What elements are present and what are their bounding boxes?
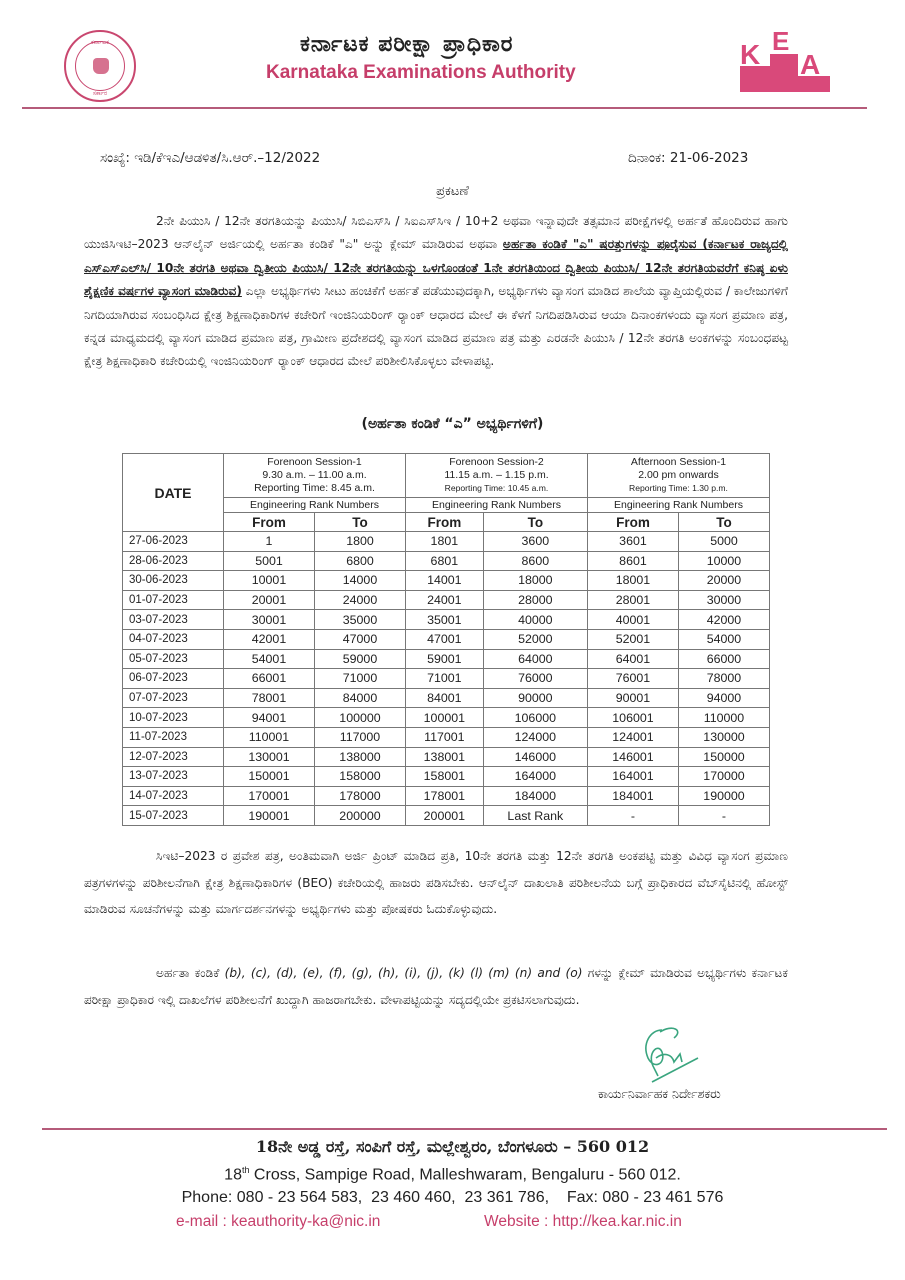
rank-from-cell: 138001 <box>405 747 483 767</box>
rank-to-cell: 10000 <box>678 551 769 571</box>
rank-to-cell: 100000 <box>314 708 405 728</box>
schedule-table <box>122 453 770 826</box>
session-reporting-time: Reporting Time: 1.30 p.m. <box>629 483 728 493</box>
rank-to-cell: 28000 <box>483 590 587 610</box>
date-column-header: DATE <box>123 454 224 532</box>
rank-to-cell: 3600 <box>483 532 587 552</box>
date-cell: 12-07-2023 <box>123 747 224 767</box>
rank-from-cell: 1801 <box>405 532 483 552</box>
kea-letter-e: E <box>772 26 790 56</box>
rank-from-cell: 66001 <box>224 669 315 689</box>
rank-to-cell: 52000 <box>483 629 587 649</box>
rank-from-cell: 117001 <box>405 727 483 747</box>
rank-from-cell: 35001 <box>405 610 483 630</box>
table-subheading: (ಅರ್ಹತಾ ಕಂಡಿಕೆ “ಎ” ಅಭ್ಯರ್ಥಿಗಳಿಗೆ) <box>361 416 544 432</box>
rank-from-cell: 190001 <box>224 806 315 826</box>
rank-from-cell: 8601 <box>587 551 678 571</box>
date-cell: 10-07-2023 <box>123 708 224 728</box>
rank-from-cell: 100001 <box>405 708 483 728</box>
para3-text-a: ಅರ್ಹತಾ ಕಂಡಿಕೆ <box>156 966 225 980</box>
rank-to-cell: 124000 <box>483 727 587 747</box>
rank-to-cell: 24000 <box>314 590 405 610</box>
rank-from-cell: 90001 <box>587 688 678 708</box>
header-divider <box>22 107 867 109</box>
footer-website-link[interactable]: Website : http://kea.kar.nic.in <box>484 1213 682 1230</box>
rank-numbers-header: Engineering Rank Numbers <box>224 498 406 513</box>
rank-from-cell: 150001 <box>224 767 315 787</box>
session-time: 9.30 a.m. – 11.00 a.m. <box>262 469 367 481</box>
session-name: Forenoon Session-2 <box>449 456 544 468</box>
rank-from-cell: 3601 <box>587 532 678 552</box>
rank-from-cell: 71001 <box>405 669 483 689</box>
paragraph-other-clauses <box>84 960 788 1014</box>
kea-logo <box>740 26 830 92</box>
rank-from-cell: 124001 <box>587 727 678 747</box>
seal-text-top: ಕರ್ನಾಟಕ <box>91 39 109 46</box>
rank-from-cell: 40001 <box>587 610 678 630</box>
table-row <box>123 688 770 708</box>
rank-from-cell: 94001 <box>224 708 315 728</box>
rank-to-cell: 170000 <box>678 767 769 787</box>
rank-to-cell: 90000 <box>483 688 587 708</box>
rank-numbers-header: Engineering Rank Numbers <box>587 498 769 513</box>
table-row <box>123 747 770 767</box>
rank-from-cell: 158001 <box>405 767 483 787</box>
rank-from-cell: 20001 <box>224 590 315 610</box>
notice-date: ದಿನಾಂಕ: 21-06-2023 <box>628 150 749 166</box>
date-cell: 11-07-2023 <box>123 727 224 747</box>
title-kannada: ಕರ್ನಾಟಕ ಪರೀಕ್ಷಾ ಪ್ರಾಧಿಕಾರ <box>300 32 514 57</box>
rank-from-cell: 42001 <box>224 629 315 649</box>
rank-to-cell: 71000 <box>314 669 405 689</box>
session-header <box>224 454 406 498</box>
rank-to-cell: Last Rank <box>483 806 587 826</box>
rank-to-cell: 54000 <box>678 629 769 649</box>
rank-to-cell: 150000 <box>678 747 769 767</box>
rank-to-cell: 138000 <box>314 747 405 767</box>
table-row <box>123 669 770 689</box>
rank-from-cell: 78001 <box>224 688 315 708</box>
rank-from-cell: 10001 <box>224 571 315 591</box>
date-cell: 03-07-2023 <box>123 610 224 630</box>
rank-from-cell: 200001 <box>405 806 483 826</box>
rank-from-cell: 24001 <box>405 590 483 610</box>
rank-from-cell: 14001 <box>405 571 483 591</box>
para2-text: ಸಿಇಟಿ–2023 ರ ಪ್ರವೇಶ ಪತ್ರ, ಅಂತಿಮವಾಗಿ ಅರ್ಜಿ ಪ್ರಿಂಟ್ ಮಾಡಿದ ಪ್ರತಿ, 10ನೇ ತರಗತಿ ಮತ್ತು 12ನೇ ತರಗತಿ ಅಂಕಪಟ್ಟಿ ಮತ್ತು ವಿವಿಧ ವ್ಯಾಸಂಗ ಪ್ರಮಾಣ ಪತ್ರಗಳಗಳನ್ನು ಪರಿಶೀಲನೆಗಾಗಿ ಕ್ಷೇತ್ರ ಶಿಕ್ಷಣಾಧಿಕಾರಿಗಳ (BEO) ಕಚೇರಿಯಲ್ಲಿ ಹಾಜರು ಪಡಿಸಬೇಕು. ಆನ್‌ಲೈನ್ ದಾಖಲಾತಿ ಪರಿಶೀಲನೆಯ ಬಗ್ಗೆ ಪ್ರಾಧಿಕಾರದ ವೆಬ್‌ಸೈಟಿನಲ್ಲಿ ಹೋಸ್ಟ್ ಮಾಡಿರುವ ಸೂಚನೆಗಳನ್ನು ಮತ್ತು ಮಾರ್ಗದರ್ಶನಗಳನ್ನು ಅಭ್ಯರ್ಥಿಗಳು ಮತ್ತು ಪೋಷಕರು ಓದುಕೊಳ್ಳುವುದು. <box>84 849 788 916</box>
rank-from-cell: 47001 <box>405 629 483 649</box>
to-header: To <box>314 513 405 532</box>
rank-to-cell: 94000 <box>678 688 769 708</box>
address-text: Cross, Sampige Road, Malleshwaram, Bengaluru - 560 012. <box>249 1166 681 1184</box>
para3-clauses: (b), (c), (d), (e), (f), (g), (h), (i), (j), (k) (l) (m) (n) and (o) <box>224 966 583 980</box>
rank-to-cell: 200000 <box>314 806 405 826</box>
para1-underlined-text: ಅರ್ಹತಾ ಕಂಡಿಕೆ "ಎ" ಷರತ್ತುಗಳನ್ನು ಪೂರೈಸುವ (ಕರ್ನಾಟಕ ರಾಜ್ಯದಲ್ಲಿ ಎಸ್‌ಎಸ್‌ಎಲ್‌ಸಿ/ 10ನೇ ತರಗತಿ ಅಥವಾ ದ್ವಿತೀಯ ಪಿಯುಸಿ/ 12ನೇ ತರಗತಿಯನ್ನು ಒಳಗೊಂಡಂತೆ 1ನೇ ತರಗತಿಯಿಂದ ದ್ವಿತೀಯ ಪಿಯುಸಿ/ 12ನೇ ತರಗತಿಯವರೆಗೆ ಕನಿಷ್ಠ ಏಳು ಶೈಕ್ಷಣಿಕ ವರ್ಷಗಳ ವ್ಯಾಸಂಗ ಮಾಡಿರುವ) <box>84 237 788 299</box>
rank-from-cell: 64001 <box>587 649 678 669</box>
rank-to-cell: 40000 <box>483 610 587 630</box>
rank-from-cell: 1 <box>224 532 315 552</box>
reference-number: ಸಂಖ್ಯೆ: ಇಡಿ/ಕೆಇಎ/ಆಡಳಿತ/ಸಿ.ಆರ್.–12/2022 <box>100 150 321 166</box>
schedule-table-body <box>123 532 770 826</box>
paragraph-eligibility <box>84 210 788 374</box>
table-row <box>123 629 770 649</box>
rank-from-cell: 164001 <box>587 767 678 787</box>
date-cell: 14-07-2023 <box>123 786 224 806</box>
rank-from-cell: 110001 <box>224 727 315 747</box>
table-row <box>123 610 770 630</box>
session-time: 2.00 pm onwards <box>638 469 719 481</box>
rank-from-cell: 59001 <box>405 649 483 669</box>
date-cell: 30-06-2023 <box>123 571 224 591</box>
para1-text-b: ಎಲ್ಲಾ ಅಭ್ಯರ್ಥಿಗಳು ಸೀಟು ಹಂಚಿಕೆಗೆ ಅರ್ಹತೆ ಪಡೆಯುವುದಕ್ಕಾಗಿ, ಅಭ್ಯರ್ಥಿಗಳು ವ್ಯಾಸಂಗ ಮಾಡಿದ ಶಾಲೆಯ ವ್ಯಾಪ್ತಿಯಲ್ಲಿರುವ / ಕಾಲೇಜುಗಳಿಗೆ ನಿಗದಿಯಾಗಿರುವ ಸಂಬಂಧಿಸಿದ ಕ್ಷೇತ್ರ ಶಿಕ್ಷಣಾಧಿಕಾರಿಗಳ ಕಚೇರಿಗೆ ಇಂಜಿನಿಯರಿಂಗ್ ರ್‍ಯಾಂಕ್ ಆಧಾರದ ಮೇಲೆ ಈ ಕೆಳಗೆ ನಿಗದಿಪಡಿಸಿರುವ ಆಯಾ ದಿನಾಂಕಗಳಂದು ವ್ಯಾಸಂಗ ಪ್ರಮಾಣ ಪತ್ರ, ಕನ್ನಡ ಮಾಧ್ಯಮದಲ್ಲಿ ವ್ಯಾಸಂಗ ಮಾಡಿದ ಪ್ರಮಾಣ ಪತ್ರ, ಗ್ರಾಮೀಣ ಪ್ರದೇಶದಲ್ಲಿ ವ್ಯಾಸಂಗ ಮಾಡಿದ ಪ್ರಮಾಣ ಪತ್ರ ಮತ್ತು ಎರಡನೇ ಪಿಯುಸಿ / 12ನೇ ತರಗತಿ ಅಂಕಗಳನ್ನು ಸಂಬಂಧಪಟ್ಟ ಕ್ಷೇತ್ರ ಶಿಕ್ಷಣಾಧಿಕಾರಿ ಕಚೇರಿಯಲ್ಲಿ ಇಂಜಿನಿಯರಿಂಗ್ ರ್‍ಯಾಂಕ್ ಆಧಾರದ ಮೇಲೆ ಪರಿಶೀಲಿಸಿಕೊಳ್ಳಲು ವೇಳಾಪಟ್ಟಿ. <box>84 284 788 369</box>
session-reporting-time: Reporting Time: 8.45 a.m. <box>254 482 375 494</box>
rank-to-cell: 30000 <box>678 590 769 610</box>
rank-from-cell: 146001 <box>587 747 678 767</box>
rank-to-cell: 8600 <box>483 551 587 571</box>
table-row <box>123 551 770 571</box>
rank-to-cell: 84000 <box>314 688 405 708</box>
rank-to-cell: 20000 <box>678 571 769 591</box>
rank-from-cell: 178001 <box>405 786 483 806</box>
rank-to-cell: - <box>678 806 769 826</box>
table-row <box>123 727 770 747</box>
rank-to-cell: 117000 <box>314 727 405 747</box>
signature-stroke <box>646 1028 698 1082</box>
to-header: To <box>483 513 587 532</box>
rank-from-cell: 184001 <box>587 786 678 806</box>
rank-from-cell: 52001 <box>587 629 678 649</box>
date-cell: 07-07-2023 <box>123 688 224 708</box>
seal-inner-ring <box>75 41 125 91</box>
date-cell: 13-07-2023 <box>123 767 224 787</box>
rank-to-cell: 1800 <box>314 532 405 552</box>
rank-to-cell: 66000 <box>678 649 769 669</box>
date-cell: 06-07-2023 <box>123 669 224 689</box>
date-cell: 28-06-2023 <box>123 551 224 571</box>
rank-from-cell: 18001 <box>587 571 678 591</box>
kea-letter-k: K <box>740 39 761 70</box>
rank-to-cell: 6800 <box>314 551 405 571</box>
table-row <box>123 590 770 610</box>
signature-image <box>632 1024 702 1084</box>
kea-letter-a: A <box>800 49 821 80</box>
table-row <box>123 806 770 826</box>
session-name: Forenoon Session-1 <box>267 456 362 468</box>
to-header: To <box>678 513 769 532</box>
session-header <box>587 454 769 498</box>
rank-to-cell: 5000 <box>678 532 769 552</box>
table-row <box>123 767 770 787</box>
seal-text-bottom: ಸರ್ಕಾರ <box>92 90 108 97</box>
footer-phone-fax: Phone: 080 - 23 564 583, 23 460 460, 23 361 786, Fax: 080 - 23 461 576 <box>181 1189 724 1206</box>
session-header <box>405 454 587 498</box>
session-reporting-time: Reporting Time: 10.45 a.m. <box>444 483 549 493</box>
footer-email-link[interactable]: e-mail : keauthority-ka@nic.in <box>176 1213 381 1230</box>
rank-to-cell: 42000 <box>678 610 769 630</box>
signatory-designation: ಕಾರ್ಯನಿರ್ವಾಹಕ ನಿರ್ದೇಶಕರು <box>598 1086 721 1101</box>
rank-from-cell: 28001 <box>587 590 678 610</box>
rank-from-cell: 5001 <box>224 551 315 571</box>
table-header-row <box>123 454 770 498</box>
date-cell: 15-07-2023 <box>123 806 224 826</box>
rank-from-cell: 84001 <box>405 688 483 708</box>
rank-from-cell: 30001 <box>224 610 315 630</box>
rank-to-cell: 47000 <box>314 629 405 649</box>
rank-from-cell: 170001 <box>224 786 315 806</box>
rank-from-cell: 6801 <box>405 551 483 571</box>
rank-to-cell: 130000 <box>678 727 769 747</box>
rank-to-cell: 18000 <box>483 571 587 591</box>
rank-to-cell: 35000 <box>314 610 405 630</box>
table-row <box>123 571 770 591</box>
rank-to-cell: 146000 <box>483 747 587 767</box>
rank-to-cell: 110000 <box>678 708 769 728</box>
date-cell: 05-07-2023 <box>123 649 224 669</box>
rank-to-cell: 76000 <box>483 669 587 689</box>
rank-to-cell: 164000 <box>483 767 587 787</box>
para1-text-a: 2ನೇ ಪಿಯುಸಿ / 12ನೇ ತರಗತಿಯನ್ನು ಪಿಯುಸಿ/ ಸಿಬಿಎಸ್‌ಸಿ / ಸಿಐಎಸ್‌ಸಿಇ / 10+2 ಅಥವಾ ಇನ್ನಾವುದೇ ತತ್ಸಮಾನ ಪರೀಕ್ಷೆಗಳಲ್ಲಿ ಅರ್ಹತೆ ಹೊಂದಿರುವ ಹಾಗು ಯುಜಿಸಿಇಟಿ–2023 ಆನ್‌ಲೈನ್ ಅರ್ಜಿಯಲ್ಲಿ ಅರ್ಹತಾ ಕಂಡಿಕೆ "ಎ" ಅನ್ನು ಕ್ಲೇಮ್ ಮಾಡಿರುವ ಅಥವಾ <box>84 214 788 252</box>
session-time: 11.15 a.m. – 1.15 p.m. <box>444 469 549 481</box>
footer-address-kannada: 18ನೇ ಅಡ್ಡ ರಸ್ತೆ, ಸಂಪಿಗೆ ರಸ್ತೆ, ಮಲ್ಲೇಶ್ವರಂ, ಬೆಂಗಳೂರು – 560 012 <box>255 1137 650 1156</box>
from-header: From <box>405 513 483 532</box>
rank-to-cell: 190000 <box>678 786 769 806</box>
rank-numbers-header: Engineering Rank Numbers <box>405 498 587 513</box>
rank-from-cell: 106001 <box>587 708 678 728</box>
rank-from-cell: 76001 <box>587 669 678 689</box>
date-cell: 04-07-2023 <box>123 629 224 649</box>
table-row <box>123 786 770 806</box>
rank-to-cell: 158000 <box>314 767 405 787</box>
rank-from-cell: - <box>587 806 678 826</box>
from-header: From <box>224 513 315 532</box>
rank-to-cell: 64000 <box>483 649 587 669</box>
rank-from-cell: 130001 <box>224 747 315 767</box>
address-number: 18 <box>224 1166 242 1184</box>
rank-from-cell: 54001 <box>224 649 315 669</box>
address-ordinal: th <box>241 1165 250 1175</box>
rank-to-cell: 184000 <box>483 786 587 806</box>
rank-to-cell: 59000 <box>314 649 405 669</box>
footer-address-english <box>0 1165 905 1184</box>
footer-divider <box>42 1128 887 1130</box>
paragraph-documents <box>84 843 788 923</box>
para3-text-b: ಗಳನ್ನು ಕ್ಲೇಮ್ ಮಾಡಿರುವ ಅಭ್ಯರ್ಥಿಗಳು ಕರ್ನಾಟಕ ಪರೀಕ್ಷಾ ಪ್ರಾಧಿಕಾರ ಇಲ್ಲಿ ದಾಖಲೆಗಳ ಪರಿಶೀಲನೆಗೆ ಖುದ್ದಾಗಿ ಹಾಜರಾಗಬೇಕು. ವೇಳಾಪಟ್ಟಿಯನ್ನು ಸದ್ಯದಲ್ಲಿಯೇ ಪ್ರಕಟಿಸಲಾಗುವುದು. <box>84 966 788 1007</box>
title-english: Karnataka Examinations Authority <box>266 62 576 83</box>
karnataka-seal-logo <box>64 30 136 102</box>
rank-to-cell: 78000 <box>678 669 769 689</box>
date-cell: 01-07-2023 <box>123 590 224 610</box>
emblem-icon <box>93 58 109 74</box>
table-row <box>123 708 770 728</box>
rank-to-cell: 14000 <box>314 571 405 591</box>
rank-to-cell: 178000 <box>314 786 405 806</box>
date-cell: 27-06-2023 <box>123 532 224 552</box>
session-name: Afternoon Session-1 <box>630 456 727 468</box>
rank-to-cell: 106000 <box>483 708 587 728</box>
from-header: From <box>587 513 678 532</box>
table-row <box>123 649 770 669</box>
table-row <box>123 532 770 552</box>
notice-heading: ಪ್ರಕಟಣೆ <box>436 184 469 199</box>
